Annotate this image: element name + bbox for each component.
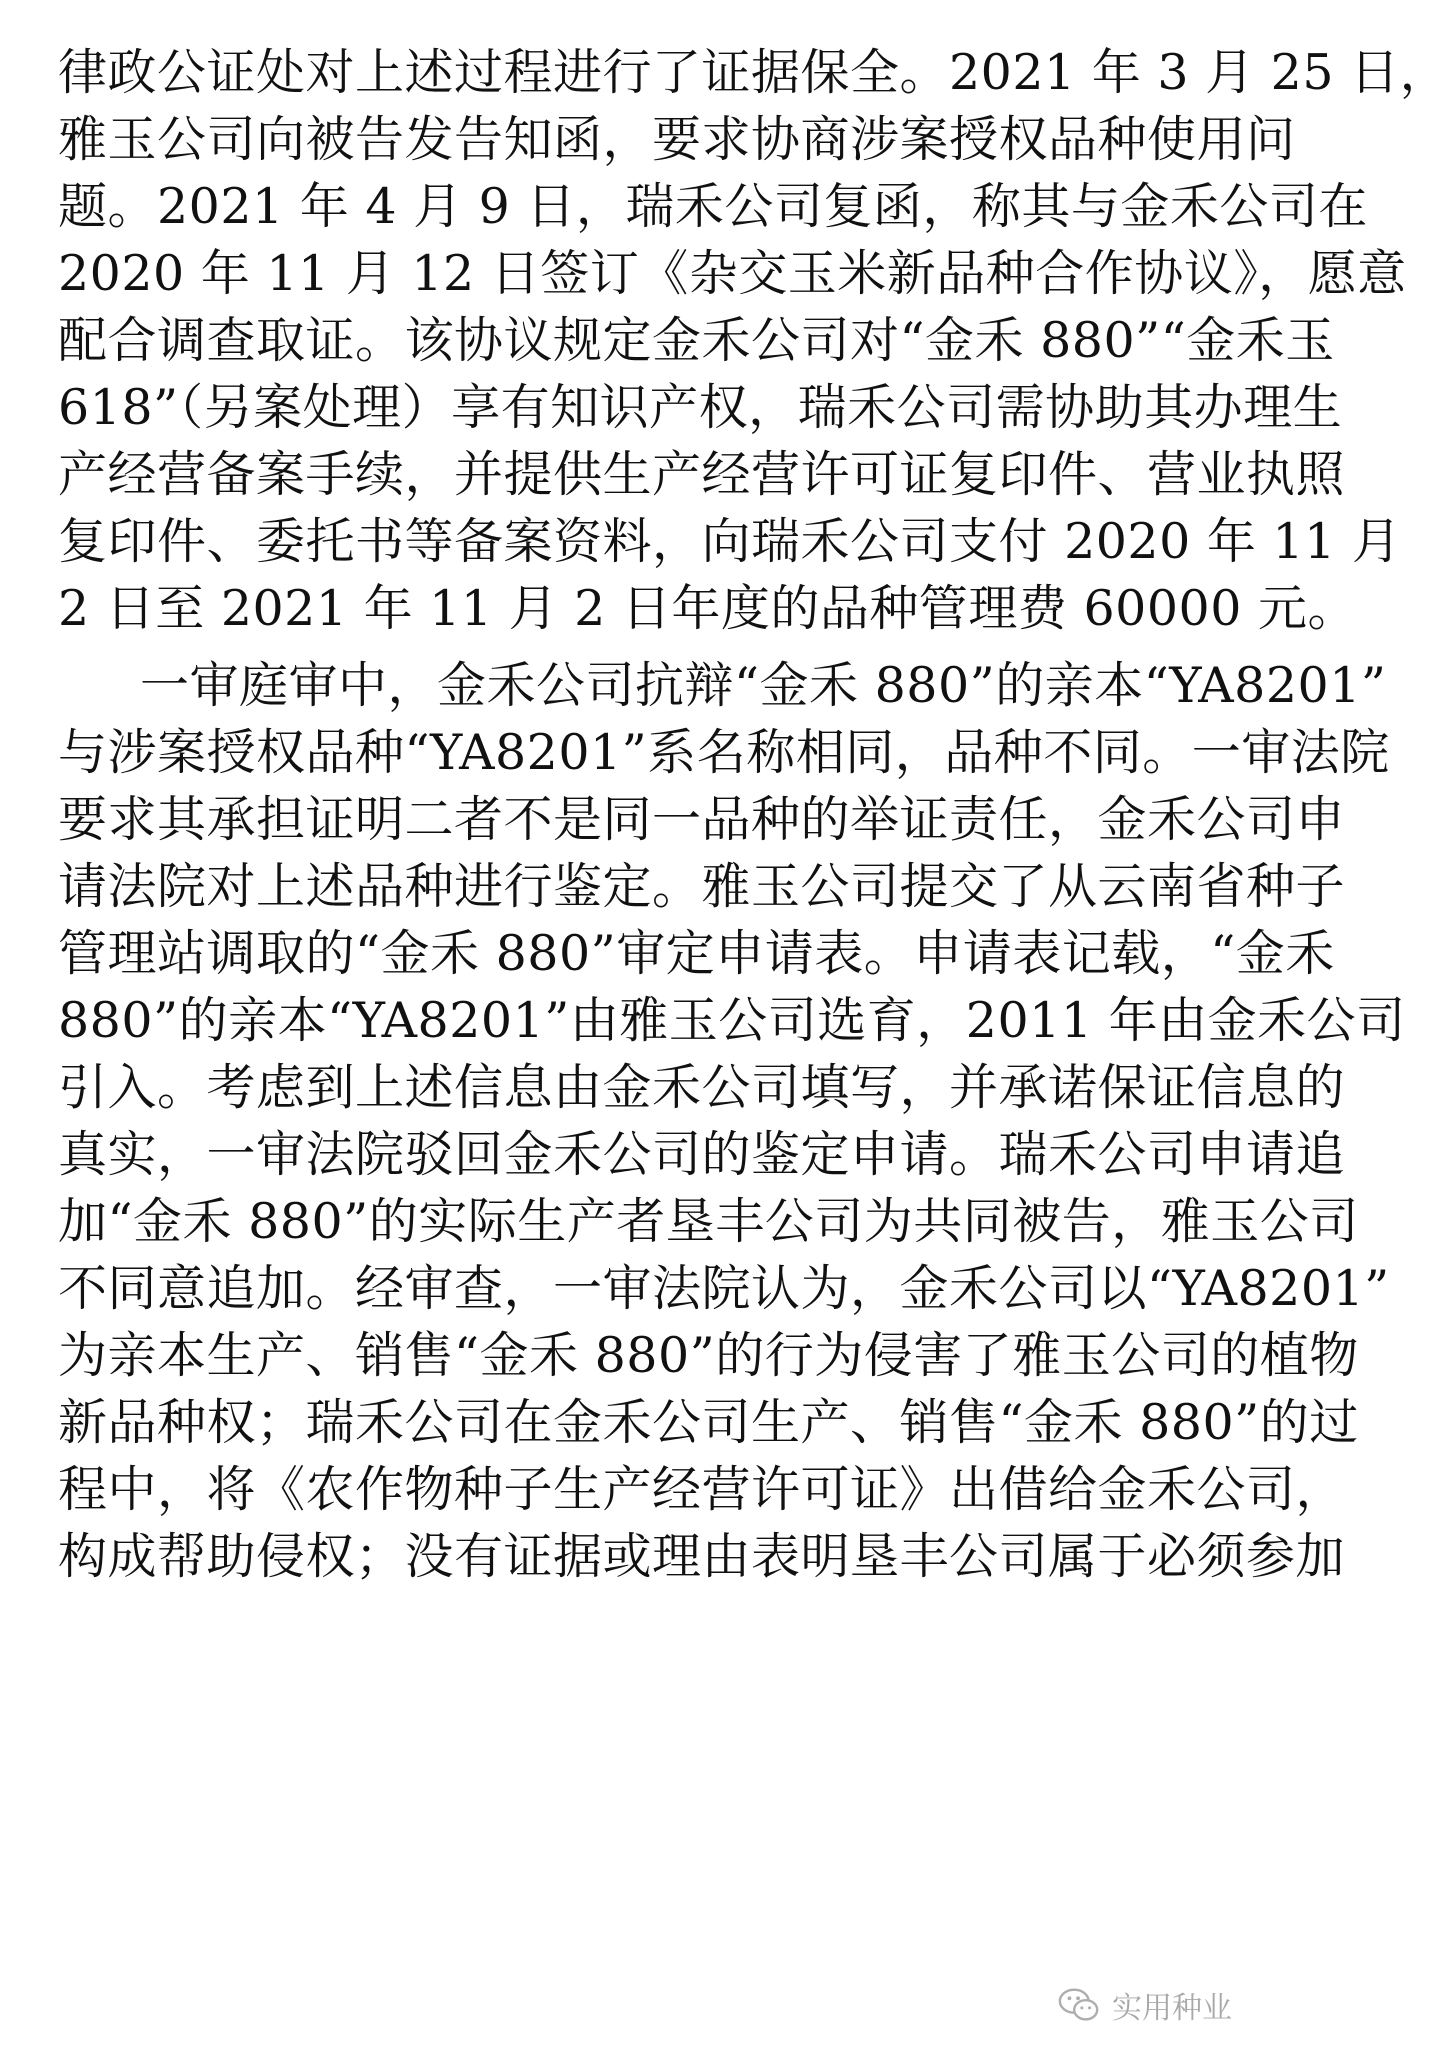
text-line: 产经营备案手续，并提供生产经营许可证复印件、营业执照 (58, 446, 1346, 503)
text-line: 不同意追加。经审查，一审法院认为，金禾公司以“YA8201” (58, 1260, 1390, 1317)
text-line: 题。2021 年 4 月 9 日，瑞禾公司复函，称其与金禾公司在 (58, 178, 1368, 235)
text-line: 一审庭审中，金禾公司抗辩“金禾 880”的亲本“YA8201” (140, 657, 1387, 714)
text-line: 引入。考虑到上述信息由金禾公司填写，并承诺保证信息的 (58, 1059, 1346, 1116)
text-line: 880”的亲本“YA8201”由雅玉公司选育，2011 年由金禾公司 (58, 992, 1406, 1049)
text-line: 配合调查取证。该协议规定金禾公司对“金禾 880”“金禾玉 (58, 312, 1335, 369)
text-line: 加“金禾 880”的实际生产者垦丰公司为共同被告，雅玉公司 (58, 1193, 1359, 1250)
text-line: 与涉案授权品种“YA8201”系名称相同，品种不同。一审法院 (58, 724, 1390, 781)
text-line: 构成帮助侵权；没有证据或理由表明垦丰公司属于必须参加 (58, 1528, 1346, 1585)
text-line: 2 日至 2021 年 11 月 2 日年度的品种管理费 60000 元。 (58, 580, 1357, 637)
text-line: 新品种权；瑞禾公司在金禾公司生产、销售“金禾 880”的过 (58, 1394, 1359, 1451)
text-line: 为亲本生产、销售“金禾 880”的行为侵害了雅玉公司的植物 (58, 1327, 1359, 1384)
text-line: 雅玉公司向被告发告知函，要求协商涉案授权品种使用问 (58, 111, 1296, 168)
text-line: 要求其承担证明二者不是同一品种的举证责任，金禾公司申 (58, 791, 1346, 848)
watermark (1056, 1982, 1232, 2028)
text-line: 请法院对上述品种进行鉴定。雅玉公司提交了从云南省种子 (58, 858, 1346, 915)
text-line: 618”（另案处理）享有知识产权，瑞禾公司需协助其办理生 (58, 379, 1343, 436)
wechat-icon (1056, 1982, 1102, 2028)
text-line: 2020 年 11 月 12 日签订《杂交玉米新品种合作协议》，愿意 (58, 245, 1407, 302)
text-line: 律政公证处对上述过程进行了证据保全。2021 年 3 月 25 日， (58, 44, 1449, 101)
watermark-text: 实用种业 (1112, 1991, 1232, 2026)
text-line: 管理站调取的“金禾 880”审定申请表。申请表记载，“金禾 (58, 925, 1335, 982)
text-line: 真实，一审法院驳回金禾公司的鉴定申请。瑞禾公司申请追 (58, 1126, 1346, 1183)
text-line: 程中，将《农作物种子生产经营许可证》出借给金禾公司， (58, 1461, 1346, 1518)
text-line: 复印件、委托书等备案资料，向瑞禾公司支付 2020 年 11 月 (58, 513, 1402, 570)
